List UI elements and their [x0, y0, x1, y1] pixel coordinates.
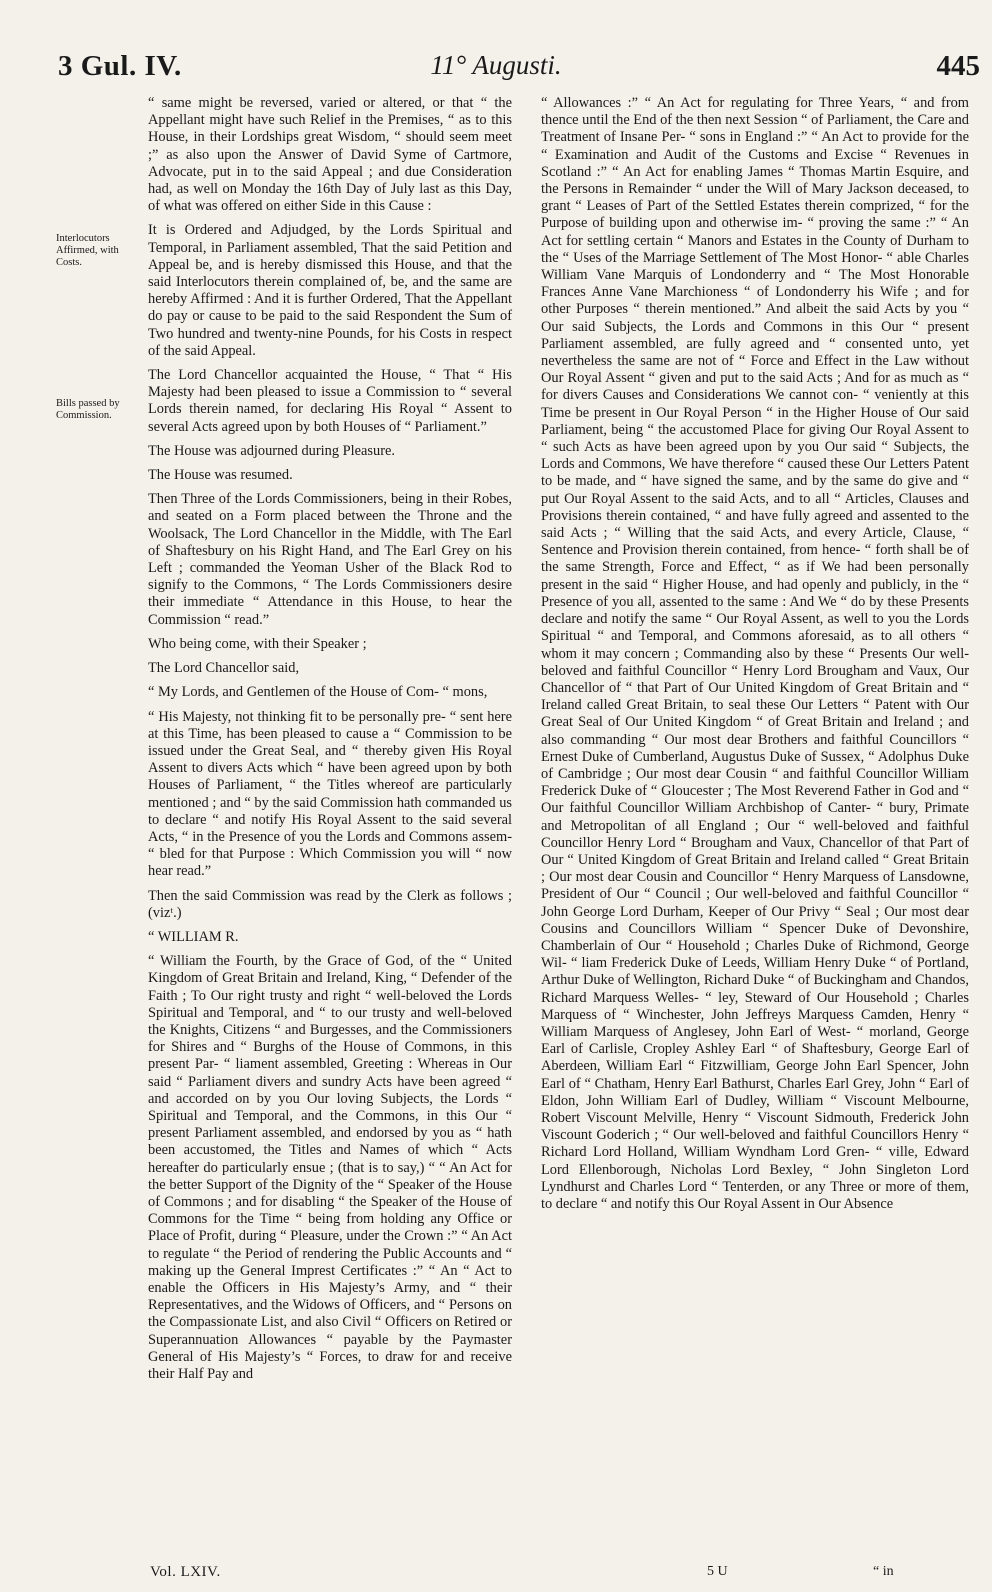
- paragraph: “ same might be reversed, varied or altered, or that “ the Appellant might have such Relief in the Premises, “ as to this House, in their Lordships great Wisdom, “ should seem meet ;” as also upon the Answer of David Syme of Cartmore, Advocate, put in to the said Appeal ; and due Consideration had, as well on Monday the 16th Day of July last as this Day, of what was offered on either Side in this Cause :: [148, 95, 512, 215]
- paragraph: The Lord Chancellor said,: [148, 660, 300, 677]
- left-column: [148, 95, 512, 1390]
- margin-note-interlocutors: Interlocutors Affirmed, with Costs.: [56, 233, 119, 268]
- header-regnal-year: 3 Gul. IV.: [58, 50, 182, 82]
- paragraph: “ My Lords, and Gentlemen of the House of Com- “ mons,: [148, 684, 488, 701]
- paragraph: “ William the Fourth, by the Grace of God, of the “ United Kingdom of Great Britain and Ireland, King, “ Defender of the Faith ; To Our right trusty and right “ well-beloved the Lords Spiritual and Temporal, and “ to our trusty and well-beloved the Knights, Citizens “ and Burgesses, and the Commissioners for Shires and “ Burghs of the House of Commons, in this present Par- “ liament assembled, Greeting : Whereas in Our said “ Parliament divers and sundry Acts have been agreed “ and accorded on by you Our loving Subjects, the Lords “ Spiritual and Temporal, and the Commons, in this Our “ present Parliament assembled, and endorsed by you as “ hath been accustomed, the Titles and Names of which “ Acts hereafter do particularly ensue ; (that is to say,) “ “ An Act for the better Support of the Dignity of the “ Speaker of the House of Commons ; and for disabling “ the Speaker of the House of Commons for the Time “ being from holding any Office or Place of Profit, during “ Pleasure, under the Crown :” “ An Act to regulate “ the Period of rendering the Public Accounts and “ making up the General Imprest Certificates :” “ An “ Act to enable the Officers in His Majesty’s Army, and “ their Representatives, and the Widows of Officers, and “ Persons on the Compassionate List, and also Civil “ Officers on Retired or Superannuation Allowances “ payable by the Paymaster General of His Majesty’s “ Forces, to draw for and receive their Half Pay and: [148, 953, 512, 1383]
- margin-note-bills: Bills passed by Commission.: [56, 398, 120, 421]
- page-number: 445: [936, 50, 980, 82]
- volume-label: Vol. LXIV.: [150, 1564, 221, 1580]
- paragraph: The House was adjourned during Pleasure.: [148, 442, 395, 459]
- paragraph: “ His Majesty, not thinking fit to be personally pre- “ sent here at this Time, has been pleased to cause a “ Commission to be issued under the Great Seal, and “ thereby given His Royal Assent to divers Acts which “ have been agreed upon by both Houses of Parliament, “ the Titles whereof are particularly mentioned ; and “ by the said Commission hath commanded us to declare “ and notify His Royal Assent to the said several Acts, “ in the Presence of you the Lords and Commons assem- “ bled for that Purpose : Which Commission you will “ now hear read.”: [148, 708, 512, 880]
- paragraph: It is Ordered and Adjudged, by the Lords Spiritual and Temporal, in Parliament assembled, That the said Petition and Appeal be, and is hereby dismissed this House, and that the said Interlocutors therein complained of, be, and the same are hereby Affirmed : And it is further Ordered, That the Appellant do pay or cause to be paid to the said Respondent the Sum of Two hundred and twenty-nine Pounds, for his Costs in respect of the said Appeal.: [148, 222, 512, 359]
- header-date: 11° Augusti.: [430, 50, 562, 80]
- page-header: [0, 50, 992, 90]
- paragraph: Who being come, with their Speaker ;: [148, 635, 367, 652]
- catchword: “ in: [873, 1564, 894, 1579]
- paragraph: “ WILLIAM R.: [148, 928, 239, 945]
- right-column: [541, 95, 969, 1220]
- paragraph: Then Three of the Lords Commissioners, being in their Robes, and seated on a Form placed between the Throne and the Woolsack, The Lord Chancellor in the Middle, with The Earl of Shaftesbury on his Right Hand, and The Earl Grey on his Left ; commanded the Yeoman Usher of the Black Rod to signify to the Commons, “ The Lords Commissioners desire their immediate “ Attendance in this House, to hear the Commission “ read.”: [148, 491, 512, 628]
- signature-mark: 5 U: [707, 1564, 728, 1579]
- paragraph: The House was resumed.: [148, 467, 293, 484]
- paragraph: The Lord Chancellor acquainted the House, “ That “ His Majesty had been pleased to issue a Commission to “ several Lords therein named, for declaring His Royal “ Assent to several Acts agreed upon by both Houses of “ Parliament.”: [148, 367, 512, 435]
- paragraph: “ Allowances :” “ An Act for regulating for Three Years, “ and from thence until the End of the then next Session “ of Parliament, the Care and Treatment of Insane Per- “ sons in England :” “ An Act to provide for the “ Examination and Audit of the Customs and Excise “ Revenues in Scotland :” “ An Act for enabling James “ Thomas Martin Esquire, and the Persons in Remainder “ under the Will of Mary Jackson deceased, to grant “ Leases of Part of the Settled Estates therein comprized, “ for the Purpose of building upon and otherwise im- “ proving the same :” “ An Act for settling certain “ Manors and Estates in the County of Durham to the “ Uses of the Marriage Settlement of The Most Honor- “ able Charles William Vane Marquis of Londonderry and “ The Most Honorable Frances Anne Vane Marchioness “ of Londonderry his Wife ; and for other Purposes “ therein mentioned.” And albeit the said Acts by you “ Our said Subjects, the Lords and Commons in this Our “ present Parliament assembled, are fully agreed and “ consented unto, yet nevertheless the same are not of “ Force and Effect in the Law without Our Royal Assent “ given and put to the said Acts ; And for as much as “ for divers Causes and Considerations We cannot con- “ veniently at this Time be present in Our Royal Person “ in the Higher House of Our said Parliament, being “ the accustomed Place for giving Our Royal Assent to “ such Acts as have been agreed upon by you Our said “ Subjects, the Lords and Commons, We have therefore “ caused these Our Letters Patent to be made, and “ have signed the same, and by the same do give and “ put Our Royal Assent to the said Acts, and to all “ Articles, Clauses and Provisions therein contained, “ and have fully agreed and assented to the said Acts ; “ Willing that the said Acts, and every Article, Clause, “ Sentence and Provision therein contained, from hence- “ forth shall be of the same Strength, Force and Effect, “ as if We had been personally present in the said “ Higher House, and had openly and publicly, in the “ Presence of you all, assented to the same : And We “ do by these Presents declare and notify the same “ Our Royal Assent, as well to you the Lords Spiritual “ and Temporal, and Commons aforesaid, as to all others “ whom it may concern ; Commanding also by these “ Presents Our well-beloved and faithful Councillor “ Henry Lord Brougham and Vaux, Our Chancellor of “ that Part of Our United Kingdom of Great Britain and “ Ireland called Great Britain, to seal these Our Letters “ Patent with Our Great Seal of Our United Kingdom “ of Great Britain and Ireland ; and also commanding “ Our most dear Brothers and faithful Councillors “ Ernest Duke of Cumberland, Augustus Duke of Sussex, “ Adolphus Duke of Cambridge ; Our most dear Cousin “ and faithful Councillor William Frederick Duke of “ Gloucester ; The Most Reverend Father in God and “ Our faithful Councillor William Archbishop of Canter- “ bury, Primate and Metropolitan of all England ; Our “ well-beloved and faithful Councillor Henry Lord “ Brougham and Vaux, Chancellor of that Part of Our “ United Kingdom of Great Britain and Ireland called “ Great Britain ; Our most dear Cousin and Councillor “ Henry Marquess of Lansdowne, President of Our “ Council ; Our well-beloved and faithful Councillor “ John George Lord Durham, Keeper of Our Privy “ Seal ; Our most dear Cousins and Councillors William “ Spencer Duke of Devonshire, Chamberlain of Our “ Household ; Charles Duke of Richmond, George Wil- “ liam Frederick Duke of Leeds, William Henry Duke “ of Portland, Arthur Duke of Wellington, Richard Duke “ of Buckingham and Chandos, Richard Marquess Welles- “ ley, Steward of Our Household ; Charles Marquess of “ Winchester, John Jeffreys Marquess Camden, Henry “ William Marquess of Anglesey, John Earl of West- “ morland, George Earl of Carlisle, Cropley Ashley Earl “ of Shaftesbury, George Earl of Aberdeen, William Earl “ Fitzwilliam, George John Earl Spencer, John Earl of “ Chatham, Henry Earl Bathurst, Charles Earl Grey, John “ Earl of Eldon, John William Earl of Dudley, William “ Viscount Melbourne, Robert Viscount Melville, Henry “ Viscount Sidmouth, Frederick John Viscount Goderich ; “ Our well-beloved and faithful Councillors Henry “ Richard Lord Holland, William Wyndham Lord Gren- “ ville, Edward Lord Ellenborough, Nicholas Lord Bexley, “ John Singleton Lord Lyndhurst and Charles Lord “ Tenterden, or any Three or more of them, to declare “ and notify this Our Royal Assent in Our Absence: [541, 95, 970, 1212]
- paragraph: Then the said Commission was read by the Clerk as follows ; (vizᵗ.): [148, 887, 512, 921]
